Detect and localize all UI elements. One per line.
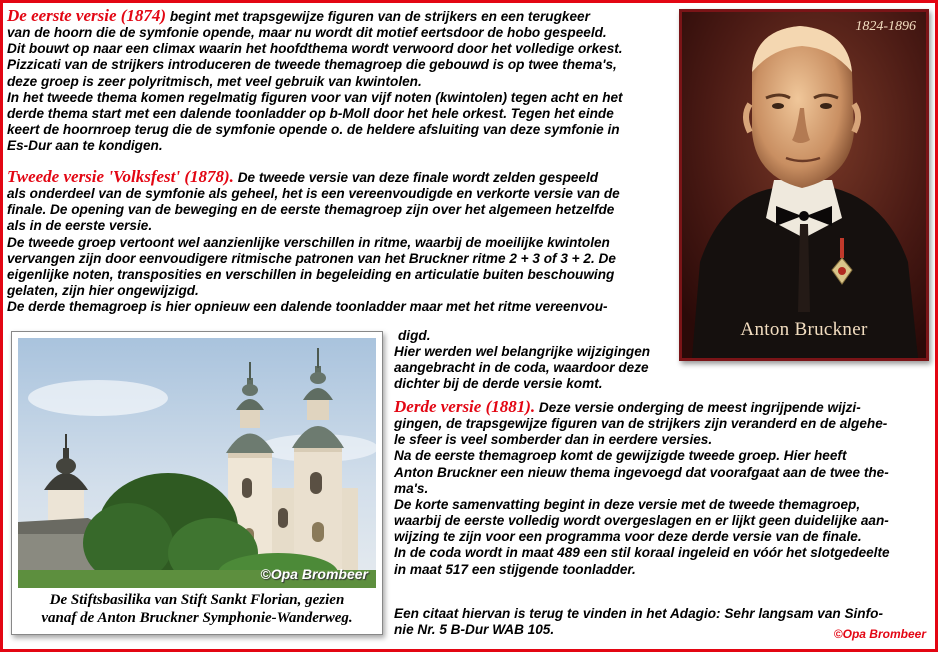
basilica-photo <box>18 338 376 588</box>
text-line <box>7 169 620 186</box>
text-line: Na de eerste themagroep komt de gewijzigde tweede groep. Hier heeft <box>394 448 847 464</box>
signature: ©Opa Brombeer <box>833 627 926 641</box>
text-line: aangebracht in de coda, waardoor deze <box>394 360 649 376</box>
portrait-painting <box>682 12 926 358</box>
portrait-anton-bruckner <box>679 9 929 361</box>
caption-line: vanaf de Anton Bruckner Symphonie-Wanderweg. <box>41 610 353 626</box>
text-line: derde thema start met een dalende toonladder op b-Moll door het hele orkest. Tegen het einde <box>7 105 614 121</box>
text-line: Pizzicati van de strijkers introduceren de tweede themagroep die gebouwd is op twee thema's, <box>7 57 617 73</box>
basilica-photo-card <box>11 331 383 635</box>
photo-caption <box>14 591 380 627</box>
text-line: waarbij de eerste volledig wordt overgeslagen en er lijkt geen duidelijke aan- <box>394 513 889 529</box>
text-line: Hier werden wel belangrijke wijzigingen <box>394 344 651 360</box>
text-line: dichter bij de derde versie komt. <box>394 376 603 392</box>
paragraph-third-version <box>394 399 890 578</box>
text-line: als in de eerste versie. <box>7 218 153 234</box>
text-line-segment: begint met trapsgewijze figuren van de strijkers en een terugkeer <box>166 9 590 24</box>
text-line: wijzing te zijn voor een programma voor deze derde versie van de finale. <box>394 529 862 545</box>
text-line: nie Nr. 5 B-Dur WAB 105. <box>394 622 555 638</box>
text-line: gingen, de trapsgewijze figuren van de strijkers zijn veranderd en de algehe- <box>394 416 888 432</box>
basilica-illustration <box>18 338 376 588</box>
paragraph-quote-note <box>394 606 883 638</box>
caption-line: De Stiftsbasilika van Stift Sankt Florian, gezien <box>49 592 345 608</box>
portrait-name: Anton Bruckner <box>740 319 868 340</box>
text-line: De korte samenvatting begint in deze versie met de tweede themagroep, <box>394 496 861 512</box>
text-line: le sfeer is veel somberder dan in eerdere versies. <box>394 432 713 448</box>
text-line: De derde themagroep is hier opnieuw een dalende toonladder maar met het ritme vereenvou- <box>7 299 608 315</box>
heading-second-version: Tweede versie 'Volksfest' (1878). <box>7 167 234 186</box>
text-line: eigenlijke noten, transposities en verschillen in begeleiding en articulatie buiten beschouwing <box>7 266 615 282</box>
text-line <box>7 8 623 25</box>
text-line: finale. De opening van de beweging en de eerste themagroep zijn over het algemeen hetzelfde <box>7 202 615 218</box>
text-line: digd. <box>398 328 431 343</box>
text-line-segment: Deze versie onderging de meest ingrijpende wijzi- <box>535 400 861 415</box>
text-line: In het tweede thema komen regelmatig figuren voor van vijf noten (kwintolen) tegen acht en het <box>7 89 623 105</box>
text-line <box>394 399 890 416</box>
photo-copyright: ©Opa Brombeer <box>260 566 368 582</box>
text-line: Dit bouwt op naar een climax waarin het hoofdthema wordt verwoord door het volledige orkest. <box>7 41 623 57</box>
paragraph-first-version <box>7 8 623 154</box>
text-line: deze groep is zeer polyritmisch, met veel gebruik van kwintolen. <box>7 73 422 89</box>
text-line: in maat 517 een stijgende toonladder. <box>394 561 636 577</box>
text-line: Es-Dur aan te kondigen. <box>7 138 163 154</box>
paragraph-second-version-continuation <box>394 328 650 393</box>
text-line: van de hoorn die de symfonie opende, maar nu wordt dit motief eertsdoor de hobo gespeeld. <box>7 25 607 41</box>
text-line: vervangen zijn door eenvoudigere ritmische patronen van het Bruckner ritme 2 + 3 of 3 + 2. De <box>7 250 616 266</box>
text-line: ma's. <box>394 480 429 496</box>
text-line: als onderdeel van de symfonie als geheel, het is een vereenvoudigde en verkorte versie van de <box>7 186 620 202</box>
paragraph-second-version <box>7 169 620 315</box>
text-line: Anton Bruckner een nieuw thema ingevoegd dat voorafgaat aan de twee the- <box>394 464 889 480</box>
portrait-years: 1824-1896 <box>855 19 916 34</box>
heading-first-version: De eerste versie (1874) <box>7 6 167 25</box>
text-line: In de coda wordt in maat 489 een stil koraal ingeleid en vóór het slotgedeelte <box>394 545 890 561</box>
text-line: De tweede groep vertoont wel aanzienlijke verschillen in ritme, waarbij de moeilijke kwintolen <box>7 234 610 250</box>
text-line: gelaten, zijn hier ongewijzigd. <box>7 283 199 299</box>
text-line-segment: De tweede versie van deze finale wordt zelden gespeeld <box>233 170 599 185</box>
text-line: Een citaat hiervan is terug te vinden in het Adagio: Sehr langsam van Sinfo- <box>394 606 883 621</box>
heading-third-version: Derde versie (1881). <box>394 397 536 416</box>
text-line: keert de hoornroep terug die de symfonie opende o. de heldere afsluiting van deze symfonie in <box>7 122 620 138</box>
